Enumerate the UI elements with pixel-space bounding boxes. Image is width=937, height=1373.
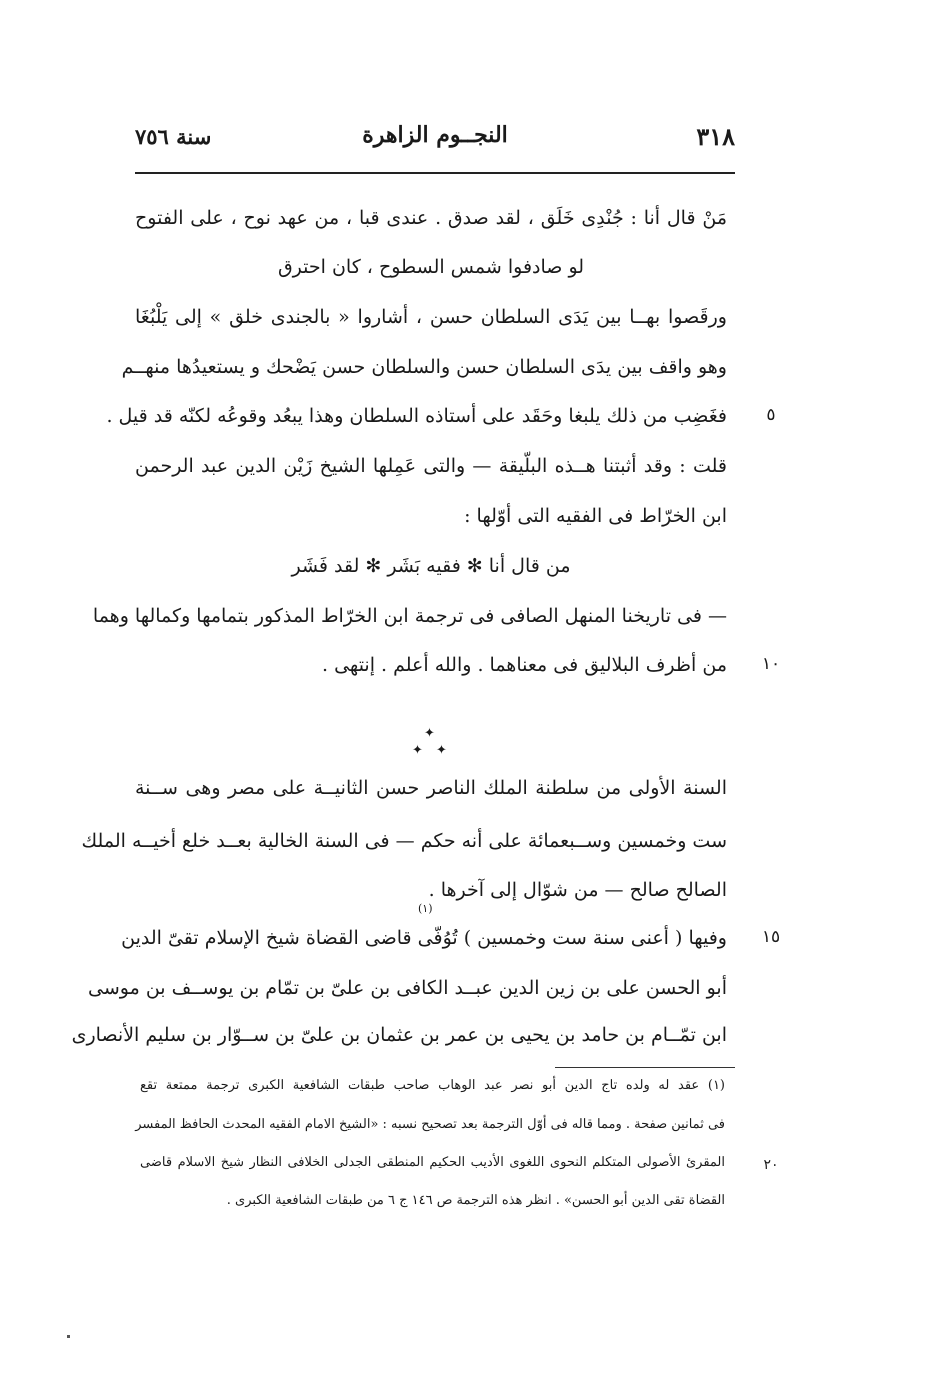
- text-line: من أظرف البلاليق فى معناهما . والله أعلم . إنتهى .: [322, 654, 727, 676]
- line-number: ١٠: [761, 654, 781, 674]
- text-line: السنة الأولى من سلطنة الملك الناصر حسن الثانيــة على مصر وهى ســنة: [135, 777, 727, 799]
- ornament-star: ✦: [436, 743, 447, 758]
- book-title: النجــوم الزاهرة: [362, 122, 508, 148]
- text-line: قلت : وقد أثبتنا هــذه البلّيقة — والتى عَمِلها الشيخ زَيْن الدين عبد الرحمن: [135, 455, 727, 477]
- page-number: ٣١٨: [696, 122, 735, 151]
- header-rule: [135, 172, 735, 174]
- text-line: ورقَصوا بهــا بين يَدَى السلطان حسن ، أشاروا « بالجندى خلق » إلى يَلْبُغَا: [135, 306, 727, 328]
- text-line: ابن تمّــام بن حامد بن يحيى بن عمر بن عثمان بن علىّ بن ســوّار بن سليم الأنصارى: [71, 1024, 727, 1046]
- text-line: ابن الخرّاط فى الفقيه التى أوّلها :: [464, 505, 727, 527]
- footnote-line: فى ثمانين صفحة . ومما قاله فى أوّل الترجمة بعد تصحيح نسبه : «الشيخ الامام الفقيه المحدث الحافظ المفسر: [135, 1117, 725, 1132]
- line-number: ١٥: [761, 927, 781, 947]
- text-line: الصالح صالح — من شوّال إلى آخرها .: [428, 879, 727, 901]
- scan-speck: [67, 1335, 70, 1338]
- text-line: مَنْ قال أنا : جُنْدِى خَلَق ، لقد صدق . عندى قبا ، من عهد نوح ، على الفتوح: [135, 207, 727, 229]
- header-year: سنة ٧٥٦: [135, 124, 212, 149]
- footnote-line: المقرئ الأصولى المتكلم النحوى اللغوى الأديب الحكيم المنطقى الجدلى الخلافى النظار شيخ الاسلام قاضى: [140, 1155, 725, 1170]
- text-line: وفيها ( أعنى سنة ست وخمسين ) تُوُفّى قاضى القضاة شيخ الإسلام تقىّ الدين: [121, 927, 727, 949]
- ornament-star: ✦: [424, 726, 435, 741]
- ornament-star: ✦: [412, 743, 423, 758]
- running-header: [135, 122, 735, 162]
- text-line: ست وخمسين وســبعمائة على أنه حكم — فى السنة الخالية بعــد خلع أخيــه الملك: [81, 830, 727, 852]
- footnote-line: (١) عقد له ولده تاج الدين أبو نصر عبد الوهاب صاحب طبقات الشافعية الكبرى ترجمة ممتعة تقع: [140, 1078, 725, 1093]
- text-line: أبو الحسن على بن زين الدين عبــد الكافى بن علىّ بن تمّام بن يوســف بن موسى: [88, 977, 727, 999]
- text-line: — فى تاريخنا المنهل الصافى فى ترجمة ابن الخرّاط المذكور بتمامها وكمالها وهما: [92, 605, 727, 627]
- footnote-rule: [555, 1067, 735, 1068]
- text-line: فغَضِب من ذلك يلبغا وحَقَد على أستاذه السلطان وهذا يبعُد وقوعُه لكنّه قد قيل .: [106, 405, 727, 427]
- line-number: ٢٠: [763, 1157, 779, 1173]
- footnote-line: القضاة تقى الدين أبو الحسن» . انظر هذه الترجمة ص ١٤٦ ج ٦ من طبقات الشافعية الكبرى .: [226, 1193, 725, 1208]
- text-line: وهو واقف بين يدَى السلطان حسن والسلطان حسن يَضْحك و يستعيدُها منهــم: [121, 356, 727, 378]
- line-number: ٥: [766, 405, 776, 425]
- verse-line: من قال أنا ✻ فقيه بَشَر ✻ لقد فَشَر: [291, 555, 571, 577]
- text-line: لو صادفوا شمس السطوح ، كان احترق: [277, 256, 585, 278]
- footnote-reference: (١): [418, 902, 433, 915]
